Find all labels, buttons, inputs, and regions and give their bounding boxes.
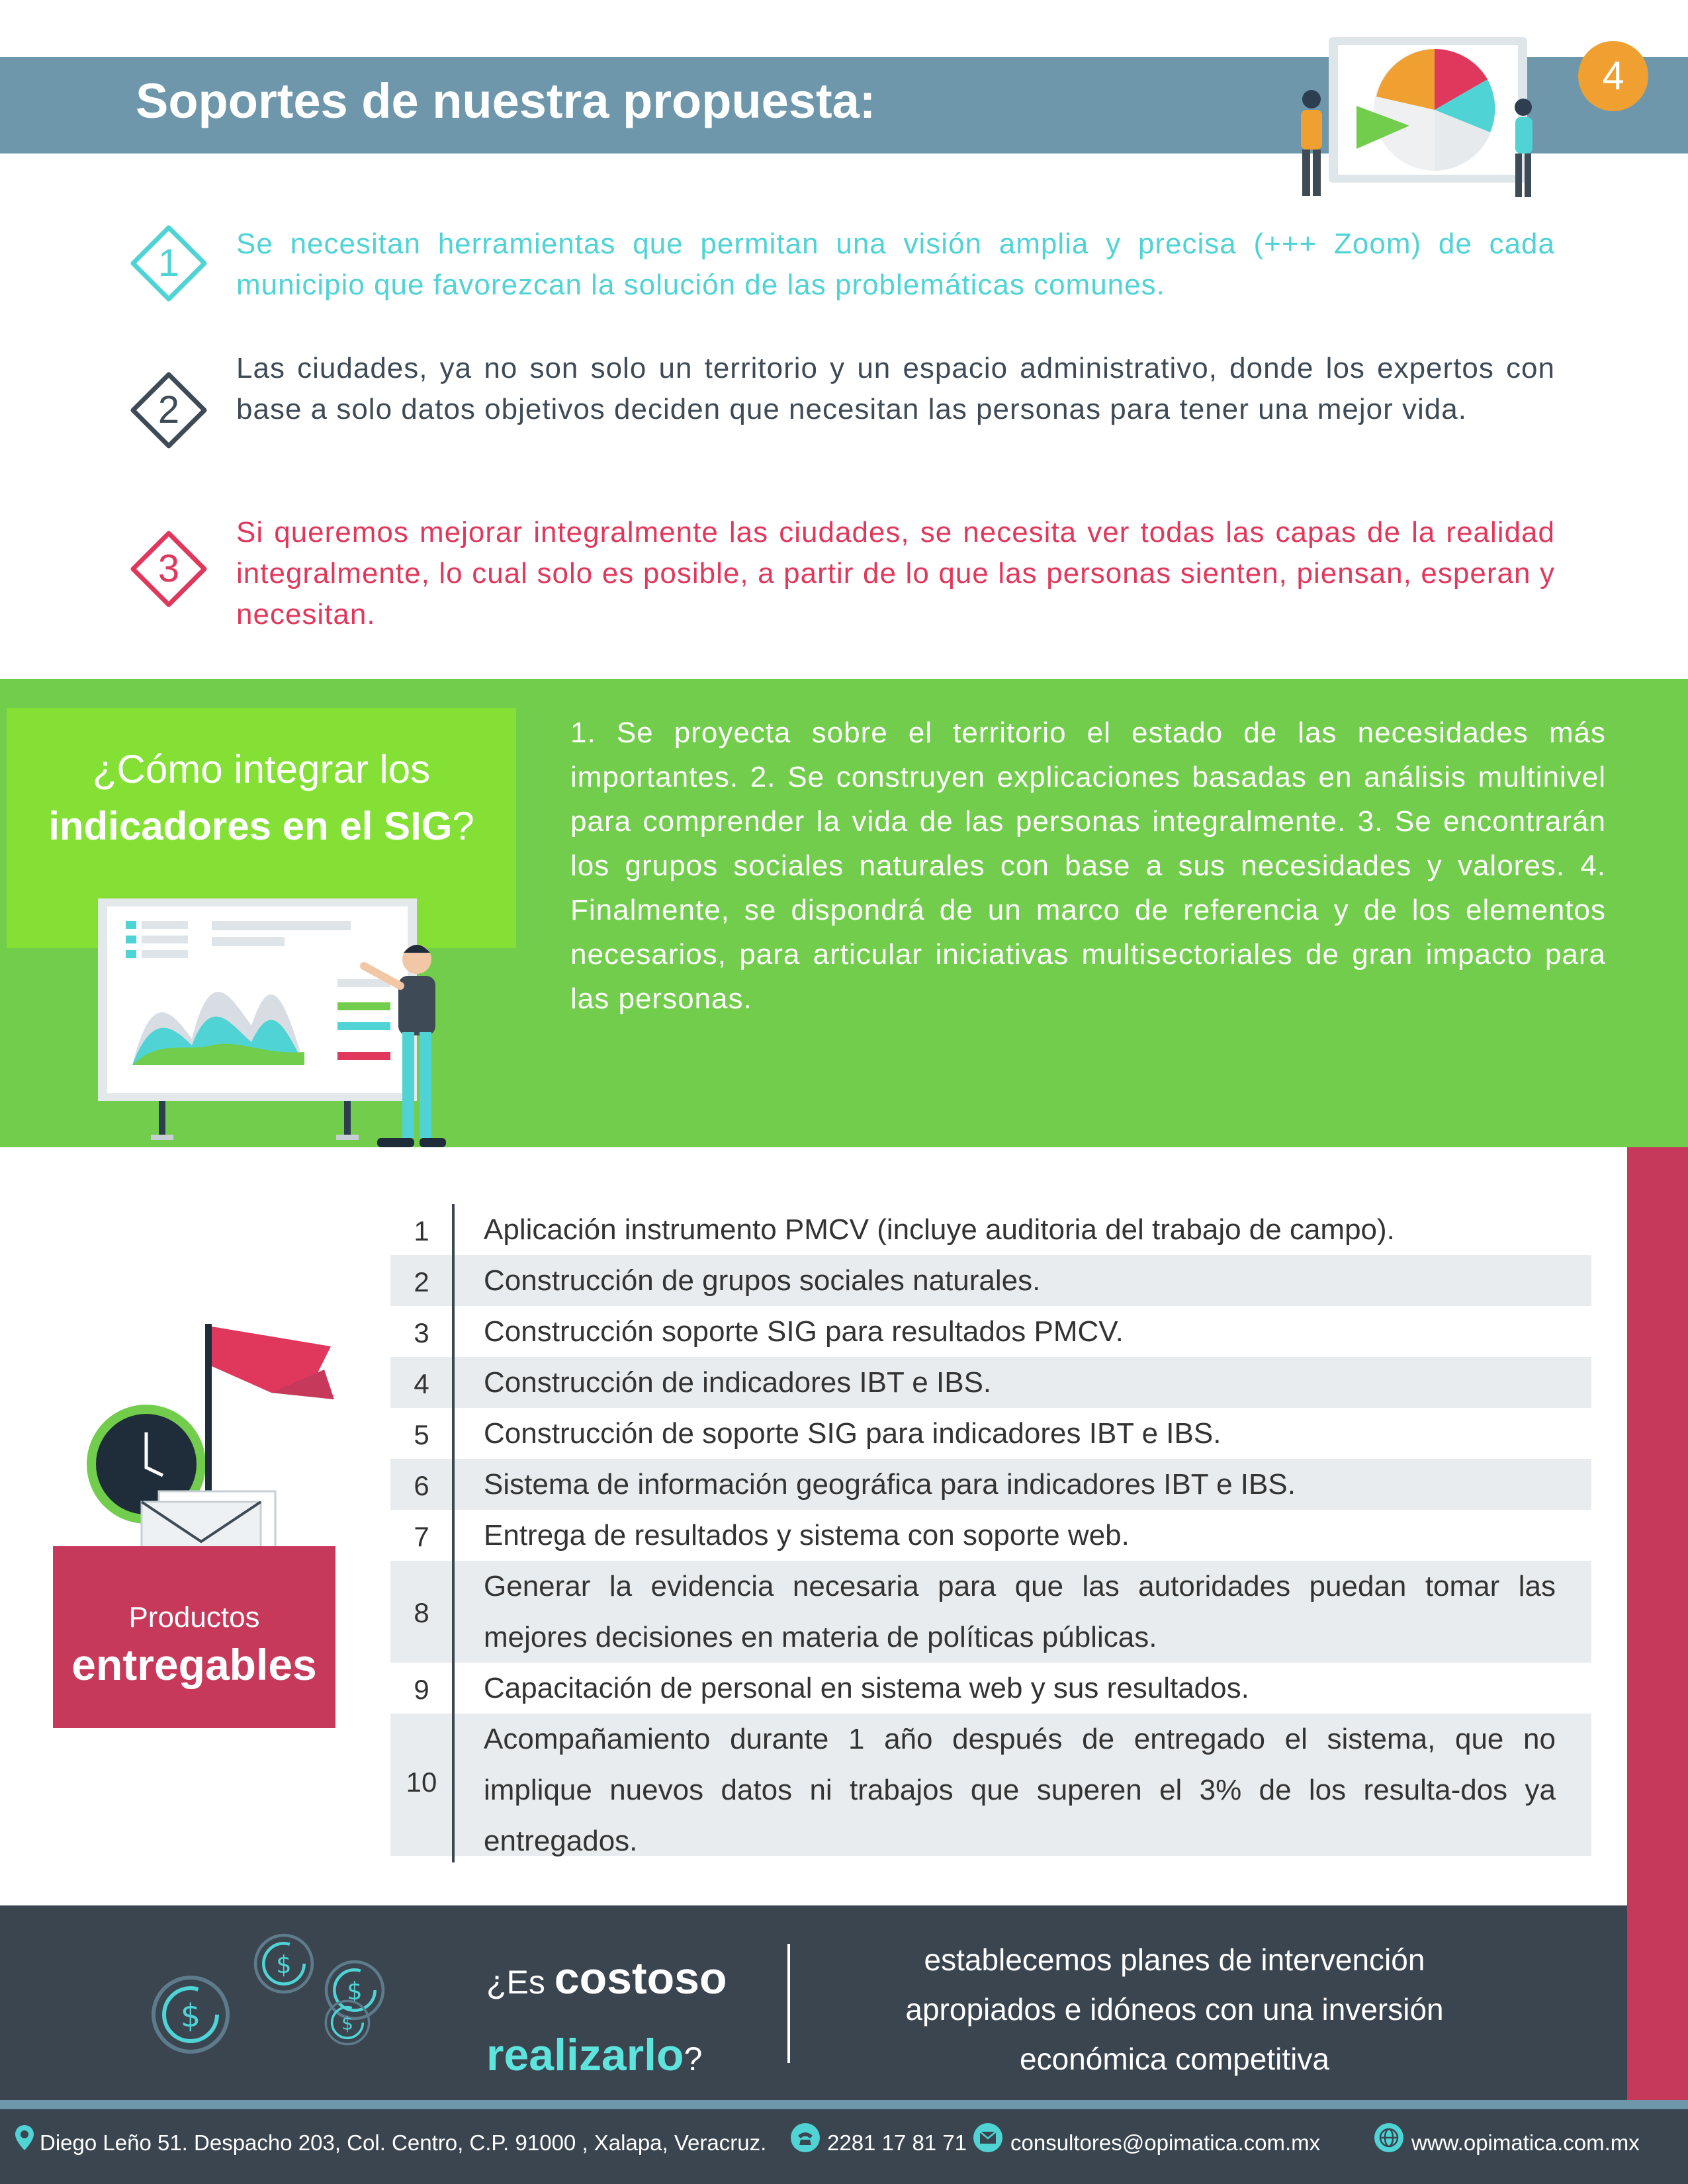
cost-divider (787, 1944, 790, 2063)
table-row: 6 Sistema de información geográfica para indicadores IBT e IBS. (390, 1459, 1591, 1510)
globe-icon (1374, 2122, 1404, 2153)
footer-email: consultores@opimatica.com.mx (1010, 2130, 1321, 2155)
table-row: 2 Construcción de grupos sociales naturales. (390, 1255, 1591, 1306)
svg-text:$: $ (276, 1950, 292, 1979)
cost-question: ¿Es costoso realizarlo? (486, 1953, 727, 2080)
presentation-pie-chart-icon (1277, 33, 1555, 212)
page-number-badge: 4 (1578, 41, 1648, 111)
footer-stripe (0, 2100, 1688, 2109)
diamond-number-icon: 2 (129, 371, 208, 450)
cost-answer: establecemos planes de intervención apropiados e idóneos con una inversión económica competitiva (905, 1943, 1444, 2076)
location-pin-icon (9, 2122, 40, 2153)
phone-icon (790, 2122, 821, 2153)
svg-text:$: $ (341, 2012, 353, 2034)
point-3-text: Si queremos mejorar integralmente las ciudades, se necesita ver todas las capas de la realidad integralmente, lo cual solo es posible, a partir de lo que las personas sienten, piensan, esperan y necesitan. (236, 516, 1555, 631)
presentation-board-icon (93, 893, 463, 1158)
table-row: 8 Generar la evidencia necesaria para que las autoridades puedan tomar las mejores decisiones en materia de políticas públicas. (390, 1561, 1591, 1663)
table-row: 9 Capacitación de personal en sistema web y sus resultados. (414, 1672, 1249, 1705)
point-1-text: Se necesitan herramientas que permitan una visión amplia y precisa (+++ Zoom) de cada municipio que favorezcan la solución de las problemáticas comunes. (236, 228, 1555, 301)
email-icon (973, 2122, 1003, 2153)
svg-text:$: $ (180, 1997, 201, 2034)
deliverables-label-small: Productos (128, 1601, 260, 1634)
table-row: 7 Entrega de resultados y sistema con soporte web. (414, 1519, 1130, 1552)
side-accent-bar (1627, 1147, 1688, 2100)
point-2-text: Las ciudades, ya no son solo un territorio y un espacio administrativo, donde los expertos con base a solo datos objetivos deciden que necesitan las personas para tener una mejor vida. (236, 352, 1555, 425)
table-row: 3 Construcción soporte SIG para resultados PMCV. (414, 1315, 1124, 1348)
table-row: 5 Construcción de soporte SIG para indicadores IBT e IBS. (414, 1417, 1222, 1450)
table-row: 10 Acompañamiento durante 1 año después de entregado el sistema, que no implique nuevos datos ni trabajos que superen el 3% de los resulta-dos ya entregados. (390, 1714, 1591, 1856)
footer-phone: 2281 17 81 71 (827, 2130, 967, 2155)
dollar-coin-icon (151, 1975, 230, 2054)
dollar-coin-icon (324, 1999, 371, 2046)
page-title: Soportes de nuestra propuesta: (136, 73, 876, 128)
table-row: 4 Construcción de indicadores IBT e IBS. (390, 1357, 1591, 1408)
deliverables-label-big: entregables (71, 1640, 317, 1689)
deliverables-table (390, 1204, 1591, 1856)
deliverables-label-box (53, 1546, 335, 1728)
diamond-number-icon: 3 (129, 529, 208, 609)
footer-website: www.opimatica.com.mx (1411, 2130, 1640, 2155)
footer-address: Diego Leño 51. Despacho 203, Col. Centro, C.P. 91000 , Xalapa, Veracruz. (40, 2130, 767, 2155)
svg-text:$: $ (347, 1976, 363, 2005)
diamond-number-icon: 1 (129, 224, 208, 303)
table-row: 1 Aplicación instrumento PMCV (incluye auditoria del trabajo de campo). (414, 1213, 1395, 1246)
integration-question: ¿Cómo integrar los indicadores en el SIG? (48, 747, 474, 848)
table-divider-line (452, 1204, 455, 1862)
dollar-coin-icon (253, 1933, 314, 1994)
integration-steps: 1. Se proyecta sobre el territorio el estado de las necesidades más importantes. 2. Se construyen explicaciones basadas en análisis multinivel para comprender la vida de las personas integralmente. 3. Se encontrarán los grupos sociales naturales con base a sus necesidades y valores. 4. Finalmente, se dispondrá de un marco de referencia y de los elementos necesarios, para articular iniciativas multisectoriales de gran impacto para las personas. (570, 717, 1606, 1015)
